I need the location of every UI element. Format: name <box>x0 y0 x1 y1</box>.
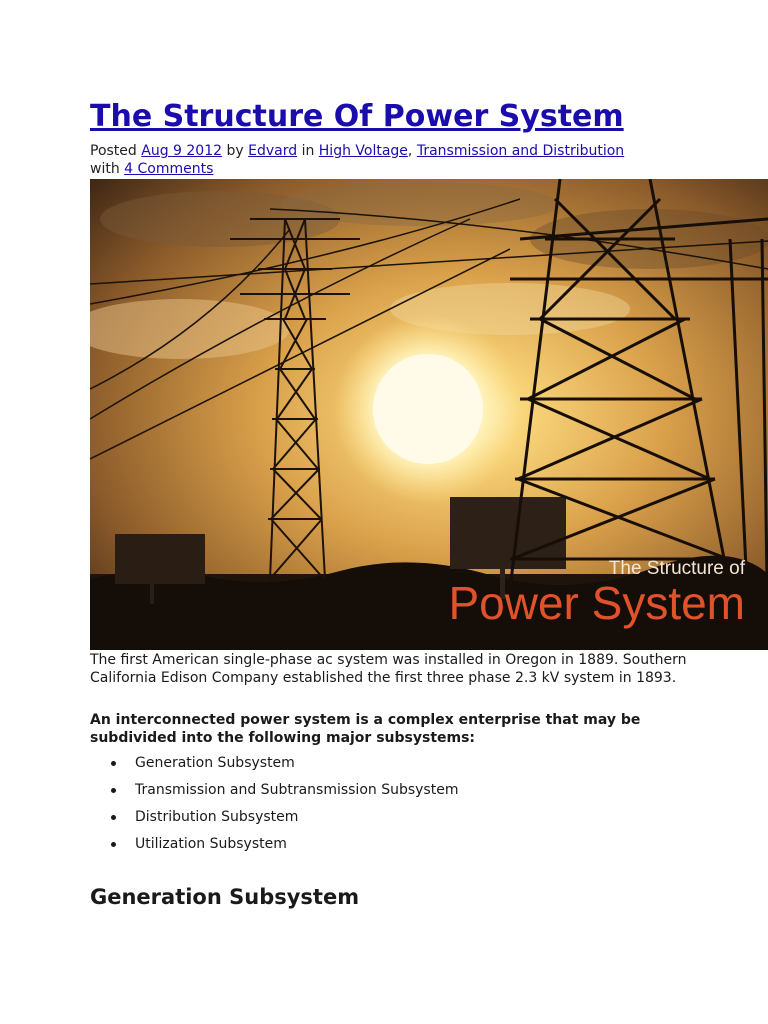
list-item-label: Generation Subsystem <box>135 755 295 771</box>
list-item-label: Distribution Subsystem <box>135 809 299 825</box>
in-label: in <box>301 143 315 159</box>
by-label: by <box>226 143 244 159</box>
comma: , <box>407 143 413 159</box>
comments-link[interactable]: 4 Comments <box>124 161 214 177</box>
list-item <box>90 781 690 808</box>
list-item <box>90 754 690 781</box>
list-item <box>90 835 690 862</box>
bullet-icon <box>111 761 116 766</box>
list-item-label: Utilization Subsystem <box>135 836 287 852</box>
bullet-icon <box>111 788 116 793</box>
section-heading: Generation Subsystem <box>90 885 360 909</box>
category-link-transmission[interactable]: Transmission and Distribution <box>416 143 625 159</box>
hero-image <box>90 179 768 650</box>
article-title[interactable]: The Structure Of Power System <box>90 99 624 134</box>
lead-paragraph: An interconnected power system is a complex enterprise that may be subdivided into the following major subsystems: <box>90 712 641 746</box>
post-meta <box>90 142 690 178</box>
with-label: with <box>90 161 120 177</box>
author-link[interactable]: Edvard <box>248 143 298 159</box>
posted-label: Posted <box>90 143 137 159</box>
intro-paragraph: The first American single-phase ac system was installed in Oregon in 1889. Southern California Edison Company established the first three phase 2.3 kV system in 1893. <box>90 652 687 686</box>
hero-overlay-title: Power System <box>448 577 745 629</box>
bullet-icon <box>111 815 116 820</box>
list-item <box>90 808 690 835</box>
hero-overlay-subtitle: The Structure of <box>608 558 745 579</box>
subsystem-list <box>90 754 690 862</box>
list-item-label: Transmission and Subtransmission Subsystem <box>135 782 459 798</box>
category-link-high-voltage[interactable]: High Voltage <box>318 143 408 159</box>
post-date-link[interactable]: Aug 9 2012 <box>141 143 223 159</box>
bullet-icon <box>111 842 116 847</box>
power-lines-sunset-illustration <box>90 179 768 650</box>
